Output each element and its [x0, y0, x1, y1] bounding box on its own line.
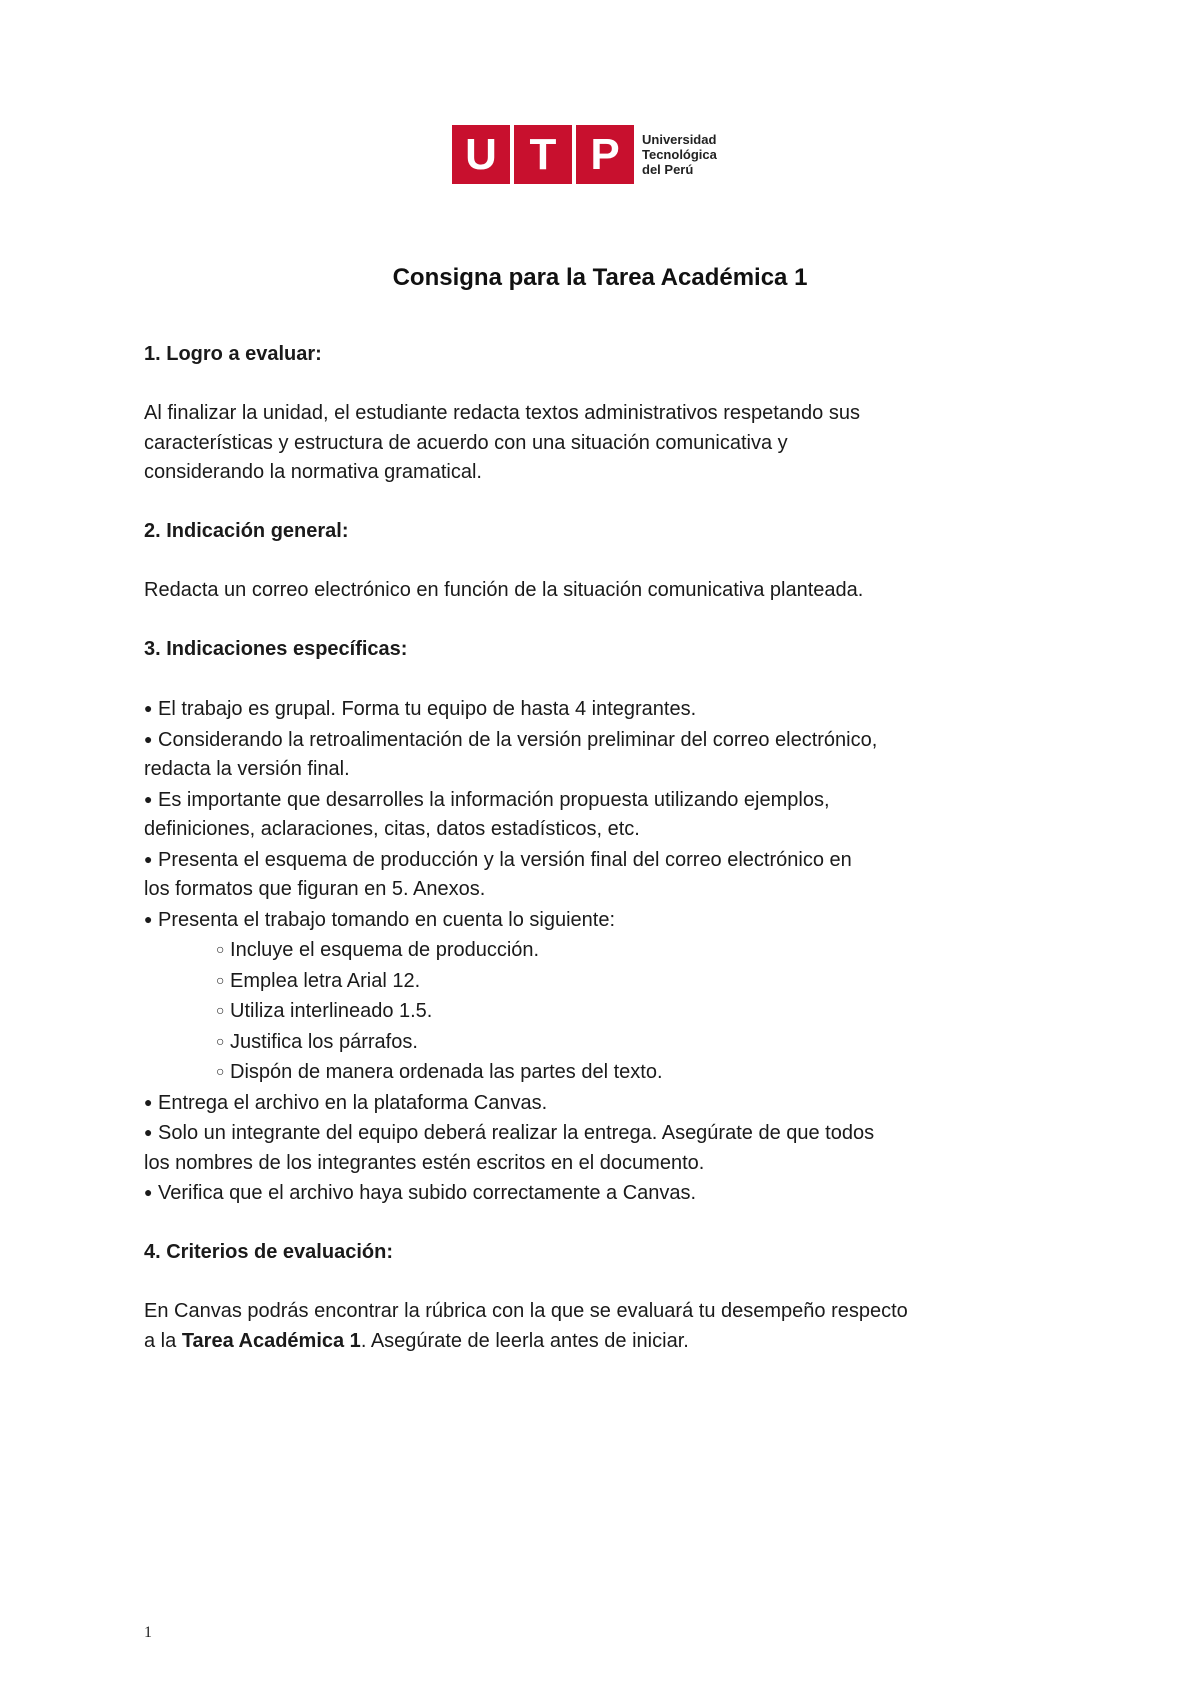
document-body	[144, 340, 1044, 1356]
list-item-continuation: redacta la versión final.	[144, 758, 350, 780]
bullet-icon: ●	[144, 850, 153, 867]
section-1-line-2: características y estructura de acuerdo con una situación comunicativa y	[144, 431, 788, 454]
section-2-heading: 2. Indicación general:	[144, 520, 349, 542]
section-1-heading: 1. Logro a evaluar:	[144, 343, 322, 365]
section-3-heading: 3. Indicaciones específicas:	[144, 638, 408, 660]
page-number: 1	[144, 1624, 152, 1641]
circle-bullet-icon: ○	[216, 1063, 225, 1079]
bullet-icon: ●	[144, 910, 153, 927]
logo-letter-u: U	[452, 125, 514, 184]
list-item-continuation: definiciones, aclaraciones, citas, datos estadísticos, etc.	[144, 818, 640, 840]
circle-bullet-icon: ○	[216, 941, 225, 957]
bullet-icon: ●	[144, 790, 153, 807]
section-1-line-3: considerando la normativa gramatical.	[144, 461, 482, 483]
circle-bullet-icon: ○	[216, 971, 225, 988]
logo-letter-p: P	[590, 129, 620, 179]
list-item: ● Es importante que desarrolles la información propuesta utilizando ejemplos,	[144, 788, 830, 811]
utp-logo	[452, 125, 717, 184]
section-4-line-1: En Canvas podrás encontrar la rúbrica con la que se evaluará tu desempeño respecto	[144, 1300, 908, 1322]
list-item: ● Considerando la retroalimentación de la versión preliminar del correo electrónico,	[144, 728, 878, 751]
bullet-icon: ●	[144, 730, 153, 747]
list-item-continuation: los nombres de los integrantes estén escritos en el documento.	[144, 1151, 705, 1174]
logo-line-3: del Perú	[642, 162, 694, 177]
logo-line-2: Tecnológica	[642, 147, 717, 162]
logo-line-1: Universidad	[642, 132, 717, 147]
section-4-heading: 4. Criterios de evaluación:	[144, 1241, 393, 1263]
bullet-icon: ●	[144, 1184, 153, 1200]
document-title: Consigna para la Tarea Académica 1	[392, 264, 808, 291]
section-2-line-1: Redacta un correo electrónico en función de la situación comunicativa planteada.	[144, 579, 864, 601]
list-item: ● Verifica que el archivo haya subido correctamente a Canvas.	[144, 1182, 697, 1204]
logo-wordmark	[642, 132, 717, 177]
list-item: ● Entrega el archivo en la plataforma Canvas.	[144, 1091, 548, 1114]
section-4-line-2: a la Tarea Académica 1. Asegúrate de leerla antes de iniciar.	[144, 1329, 689, 1352]
section-1-line-1: Al finalizar la unidad, el estudiante redacta textos administrativos respetando sus	[144, 402, 860, 424]
list-item: ● El trabajo es grupal. Forma tu equipo de hasta 4 integrantes.	[144, 698, 697, 720]
bullet-icon: ●	[144, 1093, 153, 1110]
sub-list-item: ○ Incluye el esquema de producción.	[216, 939, 540, 961]
circle-bullet-icon: ○	[216, 1032, 225, 1049]
bold-text: Tarea Académica 1	[181, 1329, 361, 1352]
bullet-icon: ●	[144, 700, 153, 716]
sub-list-item: ○ Utiliza interlineado 1.5.	[216, 1000, 433, 1022]
list-item: ● Solo un integrante del equipo deberá realizar la entrega. Asegúrate de que todos	[144, 1122, 875, 1144]
sub-list-item: ○ Emplea letra Arial 12.	[216, 969, 421, 992]
sub-list-item: ○ Justifica los párrafos.	[216, 1030, 418, 1053]
logo-letter-t: T	[514, 125, 576, 184]
bullet-icon: ●	[144, 1124, 153, 1140]
list-item-continuation: los formatos que figuran en 5. Anexos.	[144, 878, 486, 900]
list-item: ● Presenta el esquema de producción y la versión final del correo electrónico en	[144, 848, 852, 871]
utp-logo-mark	[452, 125, 634, 184]
list-item: ● Presenta el trabajo tomando en cuenta lo siguiente:	[144, 908, 616, 931]
circle-bullet-icon: ○	[216, 1002, 225, 1018]
sub-list-item: ○ Dispón de manera ordenada las partes del texto.	[216, 1061, 663, 1083]
